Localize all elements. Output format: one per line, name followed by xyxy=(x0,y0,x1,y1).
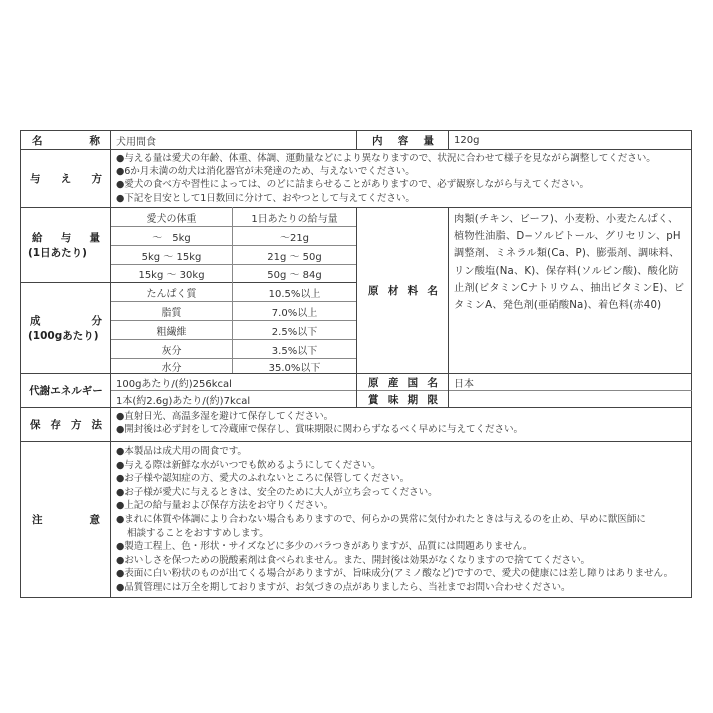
label-energy: 代謝エネルギー xyxy=(29,385,103,397)
how-to-feed-item: ●愛犬の食べ方や習性によっては、のどに詰まらせることがありますので、必ず観察しながら与えてください。 xyxy=(116,179,589,191)
caution-item: ●上記の給与量および保存方法をお守りください。 xyxy=(116,500,334,512)
nutrient-value: 3.5%以下 xyxy=(271,345,318,357)
feeding-amount: 〜21g xyxy=(279,232,310,244)
nutrient-name: 脂質 xyxy=(161,307,182,319)
value-content: 120g xyxy=(454,134,480,146)
caution-item: 相談することをおすすめします。 xyxy=(127,527,269,539)
nutrient-value: 10.5%以上 xyxy=(268,288,321,300)
feeding-amount: 50g 〜 84g xyxy=(267,270,322,281)
caution-item: ●表面に白い粉状のものが出てくる場合がありますが、旨味成分(アミノ酸など)ですので、愛犬の健康には差し障りはありません。 xyxy=(116,568,674,580)
energy-per-piece: 1本(約2.6g)あたり/(約)7kcal xyxy=(116,395,251,407)
label-composition: 成 分 (100gあたり) xyxy=(28,315,102,342)
feeding-amount: 21g 〜 50g xyxy=(267,251,322,263)
header-daily-amount: 1日あたりの給与量 xyxy=(251,213,338,225)
nutrient-name: 水分 xyxy=(161,362,182,374)
label-how-to-feed: 与 え 方 xyxy=(30,173,102,185)
nutrient-name: たんぱく質 xyxy=(146,288,197,300)
caution-item: ●品質管理には万全を期しておりますが、お気づきの点がありましたら、当社までお問い合わせください。 xyxy=(116,581,571,593)
storage-item: ●直射日光、高温多湿を避けて保存してください。 xyxy=(116,411,334,422)
caution-item: ●お子様や認知症の方、愛犬のふれないところに保管してください。 xyxy=(116,473,410,485)
label-expiry: 賞 味 期 限 xyxy=(368,393,438,406)
caution-item: ●まれに体質や体調により合わない場合もありますので、何らかの異常に気付かれたときは与えるのを止め、早めに獣医師に xyxy=(116,513,646,525)
label-name: 名 称 xyxy=(32,134,100,147)
feeding-weight: 5kg 〜 15kg xyxy=(141,251,202,263)
nutrient-value: 7.0%以上 xyxy=(271,307,318,319)
caution-item: ●製造工程上、色・形状・サイズなどに多少のバラつきがありますが、品質には問題ありません。 xyxy=(116,541,533,553)
label-caution: 注 意 xyxy=(32,514,100,526)
caution-list xyxy=(116,445,673,595)
nutrient-value: 35.0%以下 xyxy=(268,362,321,374)
how-to-feed-item: ●与える量は愛犬の年齢、体重、体調、運動量などにより異なりますので、状況に合わせて様子を見ながら調整してください。 xyxy=(116,153,656,164)
feeding-weight: 〜 5kg xyxy=(152,232,191,244)
caution-item: ●おいしさを保つための脱酸素剤は食べられません。また、開封後は効果がなくなりますので捨ててください。 xyxy=(116,554,591,566)
value-expiry xyxy=(454,391,690,407)
value-origin: 日本 xyxy=(454,378,474,390)
label-feeding-amount: 給 与 量 (1日あたり) xyxy=(28,232,100,259)
storage-item: ●開封後は必ず封をして冷蔵庫で保存し、賞味期限に関わらずなるべく早めに与えてください。 xyxy=(116,424,524,436)
how-to-feed-list xyxy=(116,152,656,205)
label-origin: 原 産 国 名 xyxy=(368,376,438,389)
caution-item: ●本製品は成犬用の間食です。 xyxy=(116,446,247,457)
value-ingredients: 肉類(チキン、ビーフ)、小麦粉、小麦たんぱく、植物性油脂、D−ソルビトール、グリセリン、pH調整剤、ミネラル類(Ca、P)、膨張剤、調味料、リン酸塩(Na、K)、保存料(ソルビン酸)、酸化防止剤(ビタミンCナトリウム、抽出ビタミンE)、ビタミンA、発色剤(亜硝酸Na)、着色料(赤40) xyxy=(454,214,685,312)
nutrient-name: 灰分 xyxy=(161,345,182,357)
label-ingredients: 原 材 料 名 xyxy=(368,285,438,297)
how-to-feed-item: ●6か月未満の幼犬は消化器官が未発達のため、与えないでください。 xyxy=(116,166,415,178)
caution-item: ●お子様が愛犬に与えるときは、安全のために大人が立ち会ってください。 xyxy=(116,486,438,498)
label-storage: 保 存 方 法 xyxy=(30,419,102,431)
energy-per-100g: 100gあたり/(約)256kcal xyxy=(116,378,232,390)
label-content: 内 容 量 xyxy=(372,134,434,147)
storage-list xyxy=(116,410,523,436)
caution-item: ●与える際は新鮮な水がいつでも飲めるようにしてください。 xyxy=(116,459,381,471)
header-weight: 愛犬の体重 xyxy=(146,213,197,225)
value-name: 犬用間食 xyxy=(116,136,156,148)
how-to-feed-item: ●下記を目安として1日数回に分けて、おやつとして与えてください。 xyxy=(116,192,415,204)
nutrient-value: 2.5%以下 xyxy=(271,326,318,338)
feeding-weight: 15kg 〜 30kg xyxy=(138,270,205,281)
nutrient-name: 粗繊維 xyxy=(156,326,187,338)
